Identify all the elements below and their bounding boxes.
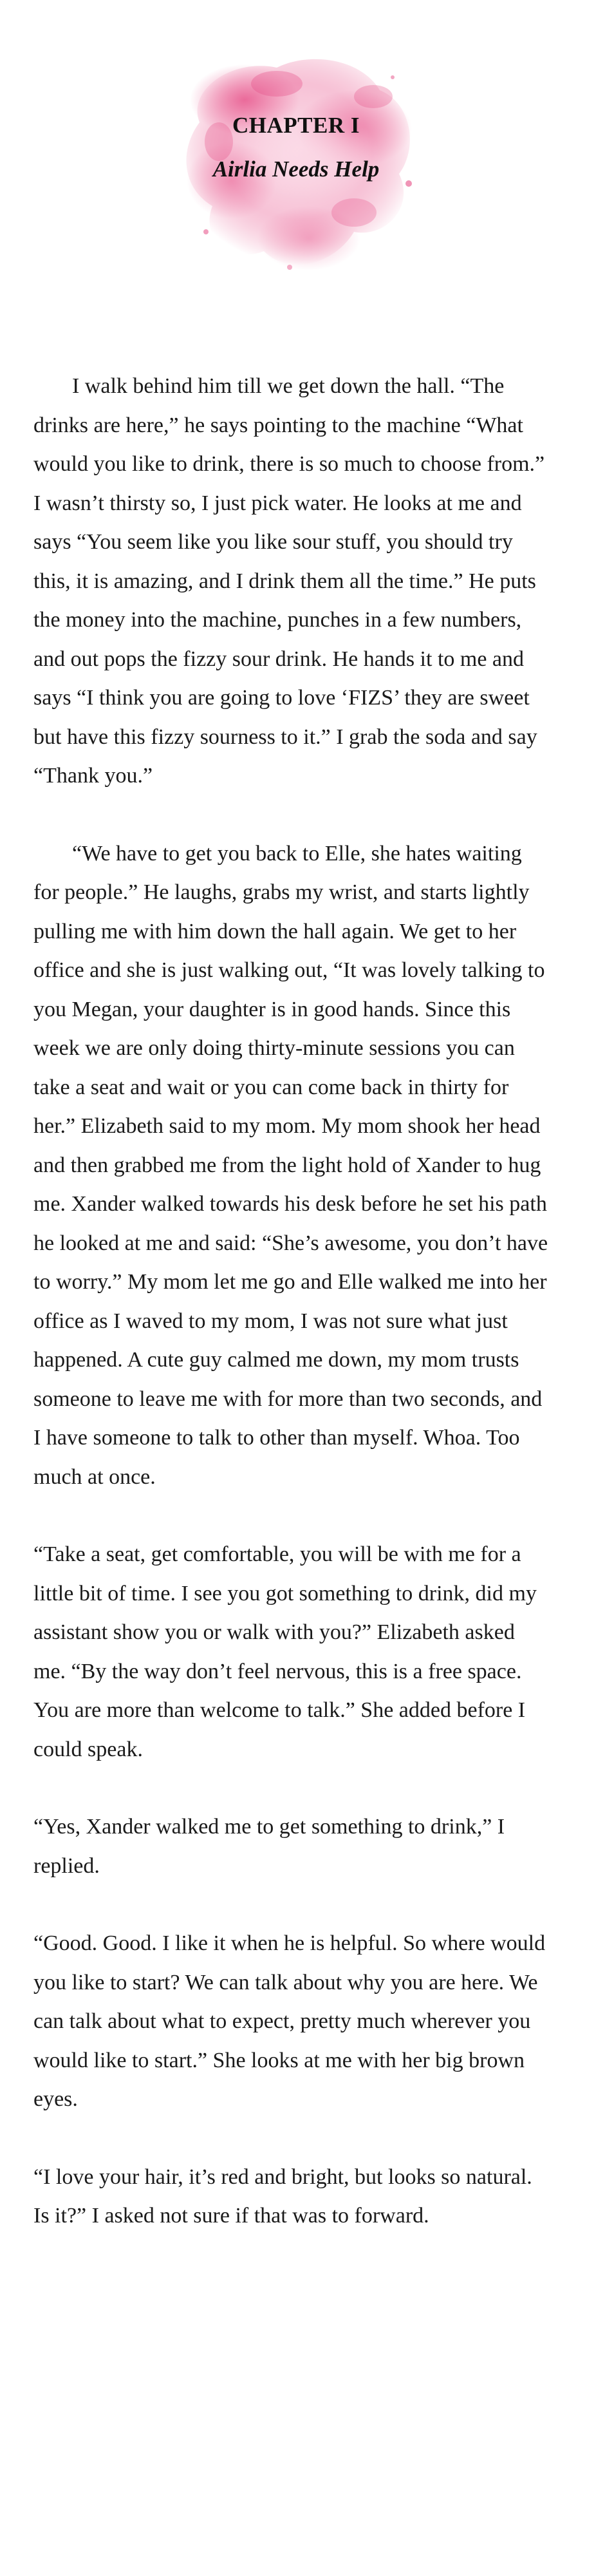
chapter-header bbox=[0, 0, 605, 303]
chapter-number: CHAPTER I bbox=[232, 113, 360, 138]
paragraph: “Yes, Xander walked me to get something to drink,” I replied. bbox=[33, 1815, 505, 1878]
paragraph: “I love your hair, it’s red and bright, but looks so natural. Is it?” I asked not sure if that was to forward. bbox=[33, 2164, 532, 2228]
paragraph: “We have to get you back to Elle, she hates waiting for people.” He laughs, grabs my wrist, and starts lightly pulling me with him down the hall again. We get to her office and she is just walking out, “It was lovely talking to you Megan, your daughter is in good hands. Since this week we are only doing thirty-minute sessions you can take a seat and wait or you can come back in thirty for her.” Elizabeth said to my mom. My mom shook her head and then grabbed me from the light hold of Xander to hug me. Xander walked towards his desk before he set his path he looked at me and said: “She’s awesome, you don’t have to worry.” My mom let me go and Elle walked me into her office as I waved to my mom, I was not sure what just happened. A cute guy calmed me down, my mom trusts someone to leave me with for more than two seconds, and I have someone to talk to other than myself. Whoa. Too much at once. bbox=[33, 841, 548, 1489]
paragraph: “Take a seat, get comfortable, you will be with me for a little bit of time. I see you got something to drink, did my assistant show you or walk with you?” Elizabeth asked me. “By the way don’t feel nervous, this is a free space. You are more than welcome to talk.” She added before I could speak. bbox=[33, 1542, 537, 1761]
chapter-body bbox=[33, 367, 548, 2275]
paragraph: “Good. Good. I like it when he is helpful. So where would you like to start? We can talk about why you are here. We can talk about what to expect, pretty much wherever you would like to start.” She looks at me with her big brown eyes. bbox=[33, 1931, 546, 2111]
chapter-title: Airlia Needs Help bbox=[212, 156, 380, 182]
paragraph: I walk behind him till we get down the hall. “The drinks are here,” he says pointing to the machine “What would you like to drink, there is so much to choose from.” I wasn’t thirsty so, I just pick water. He looks at me and says “You seem like you like sour stuff, you should try this, it is amazing, and I drink them all the time.” He puts the money into the machine, punches in a few numbers, and out pops the fizzy sour drink. He hands it to me and says “I think you are going to love ‘FIZS’ they are sweet but have this fizzy sourness to it.” I grab the soda and say “Thank you.” bbox=[33, 374, 545, 788]
